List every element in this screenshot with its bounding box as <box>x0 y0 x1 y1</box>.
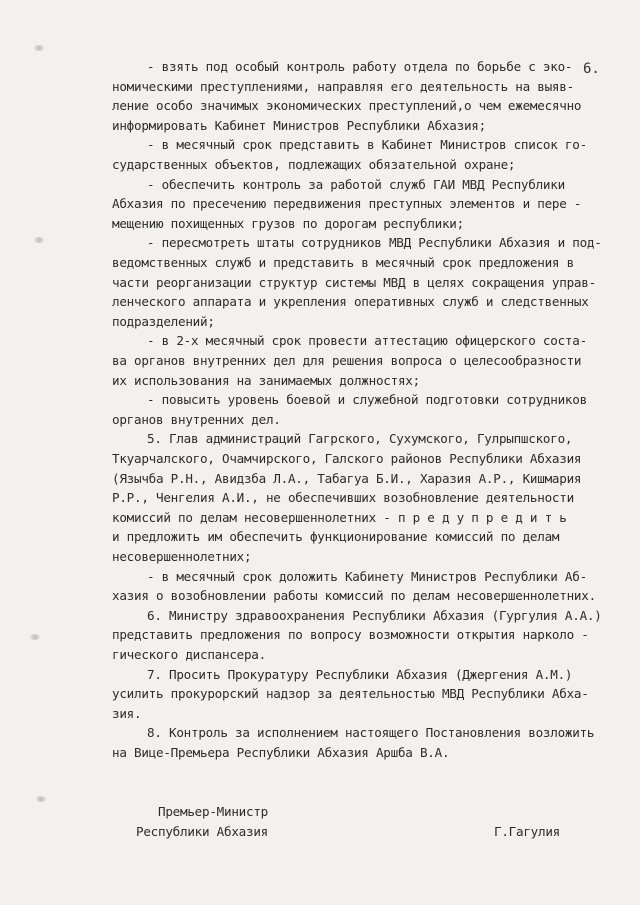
document-line: ведомственных служб и представить в месячный срок предложения в <box>112 255 574 270</box>
document-line: на Вице-Премьера Республики Абхазия Аршба В.А. <box>112 745 450 760</box>
document-line: Абхазия по пресечению передвижения преступных элементов и пере - <box>112 196 582 212</box>
punch-hole-mark <box>34 45 44 51</box>
document-line: - повысить уровень боевой и служебной подготовки сотрудников <box>147 392 587 408</box>
document-line: 5. Глав администраций Гагрского, Сухумского, Гулрыпшского, <box>147 431 573 447</box>
document-line: - в месячный срок представить в Кабинет Министров список го- <box>147 137 587 153</box>
document-line: подразделений; <box>112 313 215 329</box>
document-line: 7. Просить Прокуратуру Республики Абхазия (Джергения А.М.) <box>147 666 573 682</box>
document-line: Ткуарчалского, Очамчирского, Галского районов Республики Абхазия <box>112 451 582 466</box>
document-line: (Язычба Р.Н., Авидзба Л.А., Табагуа Б.И., Харазия А.Р., Кишмария <box>112 470 582 486</box>
punch-hole-mark <box>36 796 46 802</box>
document-line: сударственных объектов, подлежащих обязательной охране; <box>112 157 516 172</box>
punch-hole-mark <box>34 237 44 243</box>
document-line: - в 2-х месячный срок провести аттестацию офицерского соста- <box>147 333 587 349</box>
document-line: мещению похищенных грузов по дорогам республики; <box>112 215 464 231</box>
document-line: зия. <box>112 705 142 721</box>
document-line: ва органов внутренних дел для решения вопроса о целесообразности <box>112 353 582 368</box>
punch-hole-mark <box>30 634 40 640</box>
document-line: - взять под особый контроль работу отдела по борьбе с эко- <box>147 59 573 74</box>
document-line: - пересмотреть штаты сотрудников МВД Республики Абхазия и под- <box>147 235 602 251</box>
document-line: части реорганизации структур системы МВД в целях сокращения управ- <box>112 274 596 290</box>
document-line: Р.Р., Ченгелия А.И., не обеспечивших возобновление деятельности <box>112 490 574 506</box>
document-line: ленческого аппарата и укрепления оперативных служб и следственных <box>112 294 589 310</box>
document-line: 6. Министру здравоохранения Республики Абхазия (Гургулия А.А.) <box>147 607 602 623</box>
document-line: комиссий по делам несовершеннолетних - п р е д у п р е д и т ь <box>112 509 567 525</box>
document-line: несовершеннолетних; <box>112 549 252 564</box>
document-line: - обеспечить контроль за работой служб ГАИ МВД Республики <box>147 176 565 192</box>
page-number: 6. <box>583 61 600 77</box>
signatory-title-line2: Республики Абхазия <box>136 824 268 839</box>
signatory-name: Г.Гагулия <box>494 824 560 839</box>
document-line: - в месячный срок доложить Кабинету Министров Республики Аб- <box>147 568 587 584</box>
document-line: гического диспансера. <box>112 647 266 662</box>
document-line: хазия о возобновлении работы комиссий по делам несовершеннолетних. <box>112 588 596 604</box>
document-line: и предложить им обеспечить функционирование комиссий по делам <box>112 529 560 545</box>
document-line: органов внутренних дел. <box>112 411 281 427</box>
document-line: 8. Контроль за исполнением настоящего Постановления возложить <box>147 725 595 741</box>
document-line: ление особо значимых экономических преступлений,о чем ежемесячно <box>112 98 582 114</box>
document-line: представить предложения по вопросу возможности открытия нарколо - <box>112 627 589 643</box>
document-line: их использования на занимаемых должностях; <box>112 372 420 388</box>
document-line: информировать Кабинет Министров Республики Абхазия; <box>112 117 486 133</box>
signatory-title-line1: Премьер-Министр <box>158 804 268 819</box>
document-line: номическими преступлениями, направляя его деятельность на выяв- <box>112 78 574 94</box>
document-line: усилить прокурорский надзор за деятельностью МВД Республики Абха- <box>112 686 589 702</box>
